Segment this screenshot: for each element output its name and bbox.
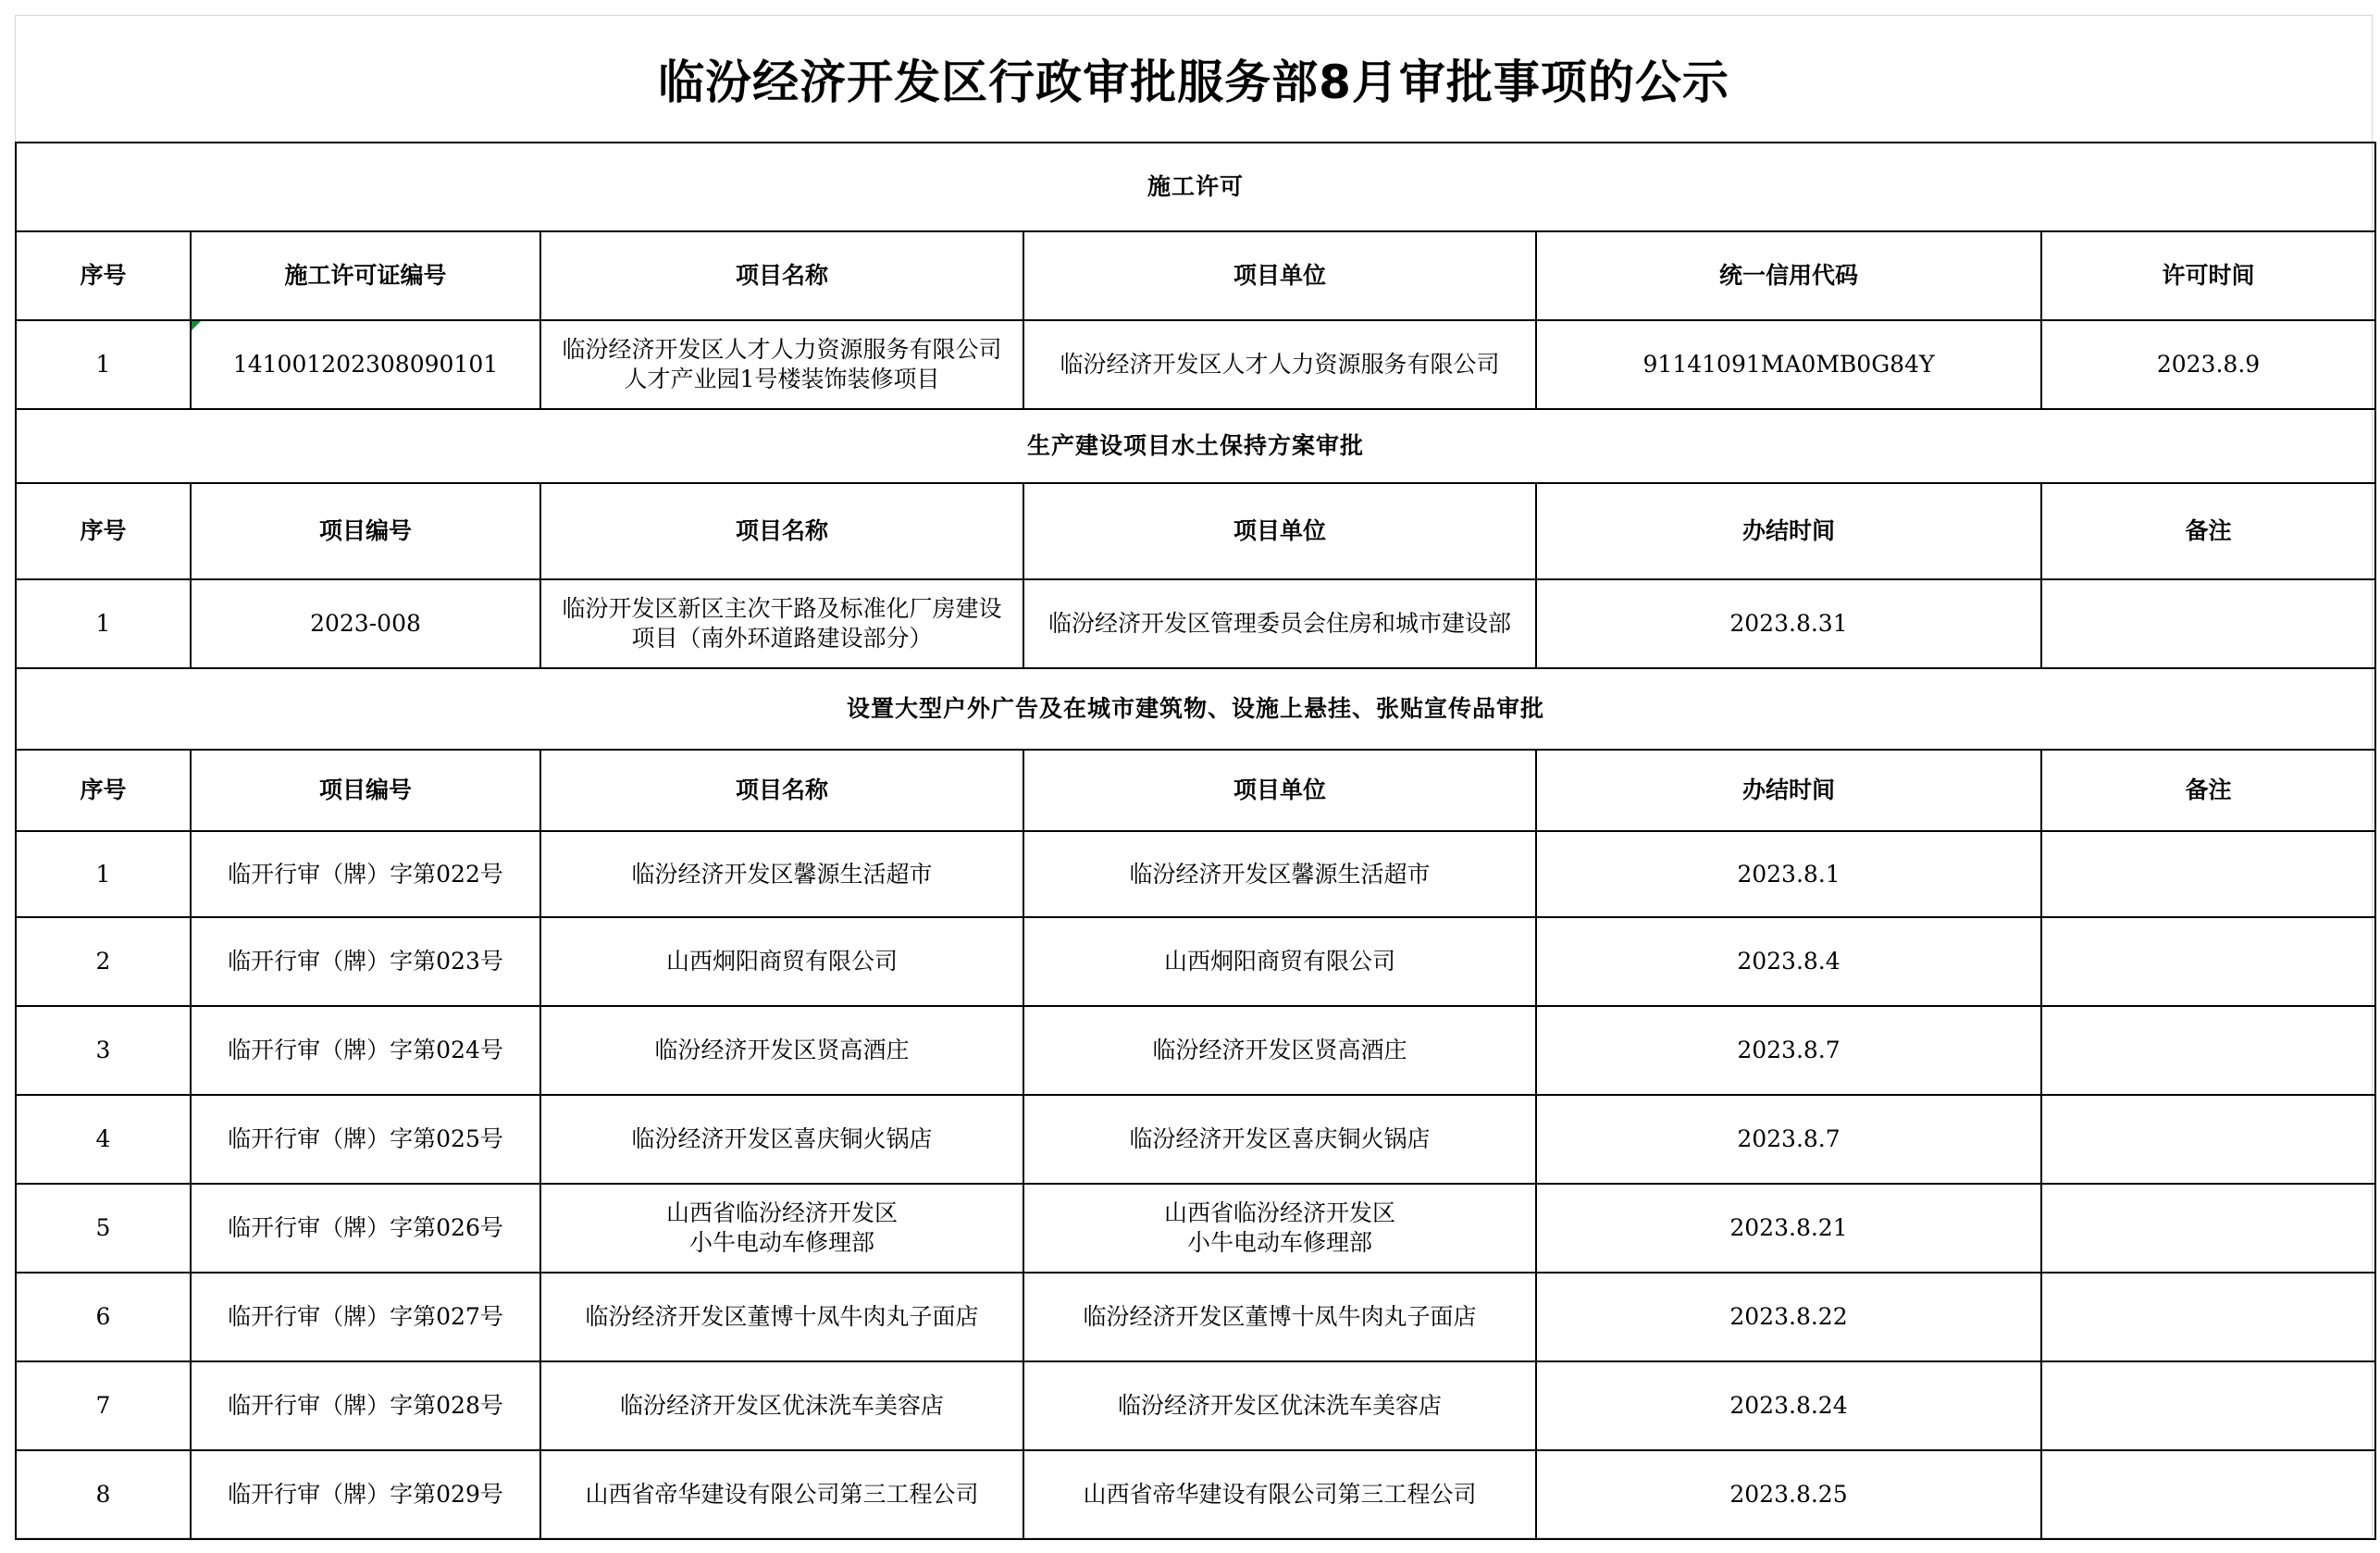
title-row: [16, 16, 2372, 142]
approval-table-body: [16, 143, 2375, 1539]
credit-code: 91141091MA0MB0G84Y: [1536, 320, 2041, 409]
project-unit: [1023, 1095, 1536, 1184]
project-unit: [1023, 320, 1536, 409]
section-title-row: [16, 409, 2375, 483]
cell-comment-marker-icon: [192, 321, 201, 330]
column-header: 项目名称: [540, 750, 1023, 831]
project-unit-line: 临汾经济开发区优沫洗车美容店: [1117, 1392, 1442, 1419]
project-name-line: 山西省临汾经济开发区: [665, 1199, 898, 1226]
project-name: [540, 1450, 1023, 1539]
completion-date: 2023.8.31: [1536, 579, 2041, 668]
project-code: 临开行审（牌）字第023号: [191, 917, 540, 1006]
row-number: 1: [16, 579, 191, 668]
completion-date: 2023.8.1: [1536, 831, 2041, 917]
project-name: [540, 1095, 1023, 1184]
row-number: 1: [16, 831, 191, 917]
completion-date: 2023.8.25: [1536, 1450, 2041, 1539]
section-title: 生产建设项目水土保持方案审批: [16, 409, 2375, 483]
section-title: 施工许可: [16, 143, 2375, 231]
project-code: 临开行审（牌）字第029号: [191, 1450, 540, 1539]
project-name-line: 临汾经济开发区馨源生活超市: [631, 860, 933, 888]
column-header: 项目单位: [1023, 750, 1536, 831]
row-number: 6: [16, 1273, 191, 1361]
remarks: [2041, 579, 2375, 668]
project-name: [540, 579, 1023, 668]
section-title-row: [16, 143, 2375, 231]
row-number: 1: [16, 320, 191, 409]
project-unit-line: 山西炯阳商贸有限公司: [1163, 948, 1395, 975]
project-code: 临开行审（牌）字第028号: [191, 1361, 540, 1450]
permit-number: 141001202308090101: [232, 351, 499, 378]
project-name-line: 临汾开发区新区主次干路及标准化厂房建设: [562, 595, 1002, 622]
remarks: [2041, 1184, 2375, 1273]
column-header: 项目名称: [540, 231, 1023, 320]
remarks: [2041, 1361, 2375, 1450]
column-header: 项目编号: [191, 750, 540, 831]
permit-date: 2023.8.9: [2041, 320, 2375, 409]
project-unit-line: 小牛电动车修理部: [1186, 1229, 1372, 1256]
remarks: [2041, 1006, 2375, 1095]
header-row: [16, 483, 2375, 579]
project-name: [540, 1184, 1023, 1273]
project-name-line: 人才产业园1号楼装饰装修项目: [624, 366, 940, 392]
page-title: 临汾经济开发区行政审批服务部8月审批事项的公示: [658, 56, 1729, 109]
table-row: [16, 917, 2375, 1006]
project-unit: [1023, 1273, 1536, 1361]
project-code: [191, 320, 540, 409]
column-header: 项目名称: [540, 483, 1023, 579]
table-row: [16, 1361, 2375, 1450]
completion-date: 2023.8.7: [1536, 1006, 2041, 1095]
table-row: [16, 831, 2375, 917]
project-name-line: 临汾经济开发区喜庆铜火锅店: [631, 1125, 933, 1152]
project-code: 临开行审（牌）字第025号: [191, 1095, 540, 1184]
row-number: 5: [16, 1184, 191, 1273]
column-header: 施工许可证编号: [191, 231, 540, 320]
project-unit-line: 临汾经济开发区馨源生活超市: [1129, 860, 1431, 888]
project-name: [540, 917, 1023, 1006]
project-code: 2023-008: [191, 579, 540, 668]
row-number: 8: [16, 1450, 191, 1539]
project-unit: [1023, 917, 1536, 1006]
column-header: 序号: [16, 750, 191, 831]
section-title-row: [16, 668, 2375, 750]
column-header: 办结时间: [1536, 750, 2041, 831]
completion-date: 2023.8.21: [1536, 1184, 2041, 1273]
project-name-line: 临汾经济开发区董博十凤牛肉丸子面店: [585, 1303, 979, 1330]
spreadsheet-page: [15, 15, 2373, 1538]
project-code: 临开行审（牌）字第024号: [191, 1006, 540, 1095]
remarks: [2041, 1273, 2375, 1361]
project-unit: [1023, 579, 1536, 668]
project-code: 临开行审（牌）字第026号: [191, 1184, 540, 1273]
project-name-line: 临汾经济开发区贤高酒庄: [654, 1037, 910, 1063]
project-unit: [1023, 1450, 1536, 1539]
project-unit-line: 临汾经济开发区董博十凤牛肉丸子面店: [1083, 1303, 1477, 1330]
project-name: [540, 1273, 1023, 1361]
remarks: [2041, 1095, 2375, 1184]
header-row: [16, 750, 2375, 831]
project-name-line: 山西炯阳商贸有限公司: [665, 948, 898, 975]
section-title: 设置大型户外广告及在城市建筑物、设施上悬挂、张贴宣传品审批: [16, 668, 2375, 750]
header-row: [16, 231, 2375, 320]
column-header: 项目单位: [1023, 231, 1536, 320]
project-name-line: 山西省帝华建设有限公司第三工程公司: [585, 1481, 979, 1508]
project-unit-line: 山西省帝华建设有限公司第三工程公司: [1083, 1481, 1477, 1508]
table-row: [16, 579, 2375, 668]
table-row: [16, 1006, 2375, 1095]
remarks: [2041, 831, 2375, 917]
project-name-line: 临汾经济开发区人才人力资源服务有限公司: [562, 336, 1002, 363]
project-unit: [1023, 1006, 1536, 1095]
project-unit-line: 临汾经济开发区贤高酒庄: [1152, 1037, 1407, 1063]
column-header: 统一信用代码: [1536, 231, 2041, 320]
project-name: [540, 320, 1023, 409]
project-unit-line: 山西省临汾经济开发区: [1163, 1199, 1395, 1226]
project-unit-line: 临汾经济开发区人才人力资源服务有限公司: [1060, 351, 1500, 378]
row-number: 7: [16, 1361, 191, 1450]
completion-date: 2023.8.4: [1536, 917, 2041, 1006]
project-name: [540, 1361, 1023, 1450]
remarks: [2041, 1450, 2375, 1539]
column-header: 项目单位: [1023, 483, 1536, 579]
column-header: 项目编号: [191, 483, 540, 579]
project-code: 临开行审（牌）字第027号: [191, 1273, 540, 1361]
project-unit: [1023, 1361, 1536, 1450]
project-name-line: 小牛电动车修理部: [688, 1229, 874, 1256]
row-number: 2: [16, 917, 191, 1006]
project-name: [540, 831, 1023, 917]
completion-date: 2023.8.24: [1536, 1361, 2041, 1450]
project-unit: [1023, 831, 1536, 917]
project-code: 临开行审（牌）字第022号: [191, 831, 540, 917]
project-name-line: 临汾经济开发区优沫洗车美容店: [619, 1392, 944, 1419]
completion-date: 2023.8.7: [1536, 1095, 2041, 1184]
column-header: 序号: [16, 231, 191, 320]
column-header: 备注: [2041, 483, 2375, 579]
table-row: [16, 1095, 2375, 1184]
column-header: 序号: [16, 483, 191, 579]
project-unit-line: 临汾经济开发区管理委员会住房和城市建设部: [1047, 610, 1511, 637]
project-name-line: 项目（南外环道路建设部分）: [631, 625, 933, 652]
row-number: 3: [16, 1006, 191, 1095]
approval-table: [15, 142, 2376, 1540]
completion-date: 2023.8.22: [1536, 1273, 2041, 1361]
remarks: [2041, 917, 2375, 1006]
column-header: 备注: [2041, 750, 2375, 831]
row-number: 4: [16, 1095, 191, 1184]
table-row: [16, 320, 2375, 409]
column-header: 办结时间: [1536, 483, 2041, 579]
table-row: [16, 1273, 2375, 1361]
table-row: [16, 1450, 2375, 1539]
column-header: 许可时间: [2041, 231, 2375, 320]
project-unit: [1023, 1184, 1536, 1273]
project-name: [540, 1006, 1023, 1095]
project-unit-line: 临汾经济开发区喜庆铜火锅店: [1129, 1125, 1431, 1152]
table-row: [16, 1184, 2375, 1273]
